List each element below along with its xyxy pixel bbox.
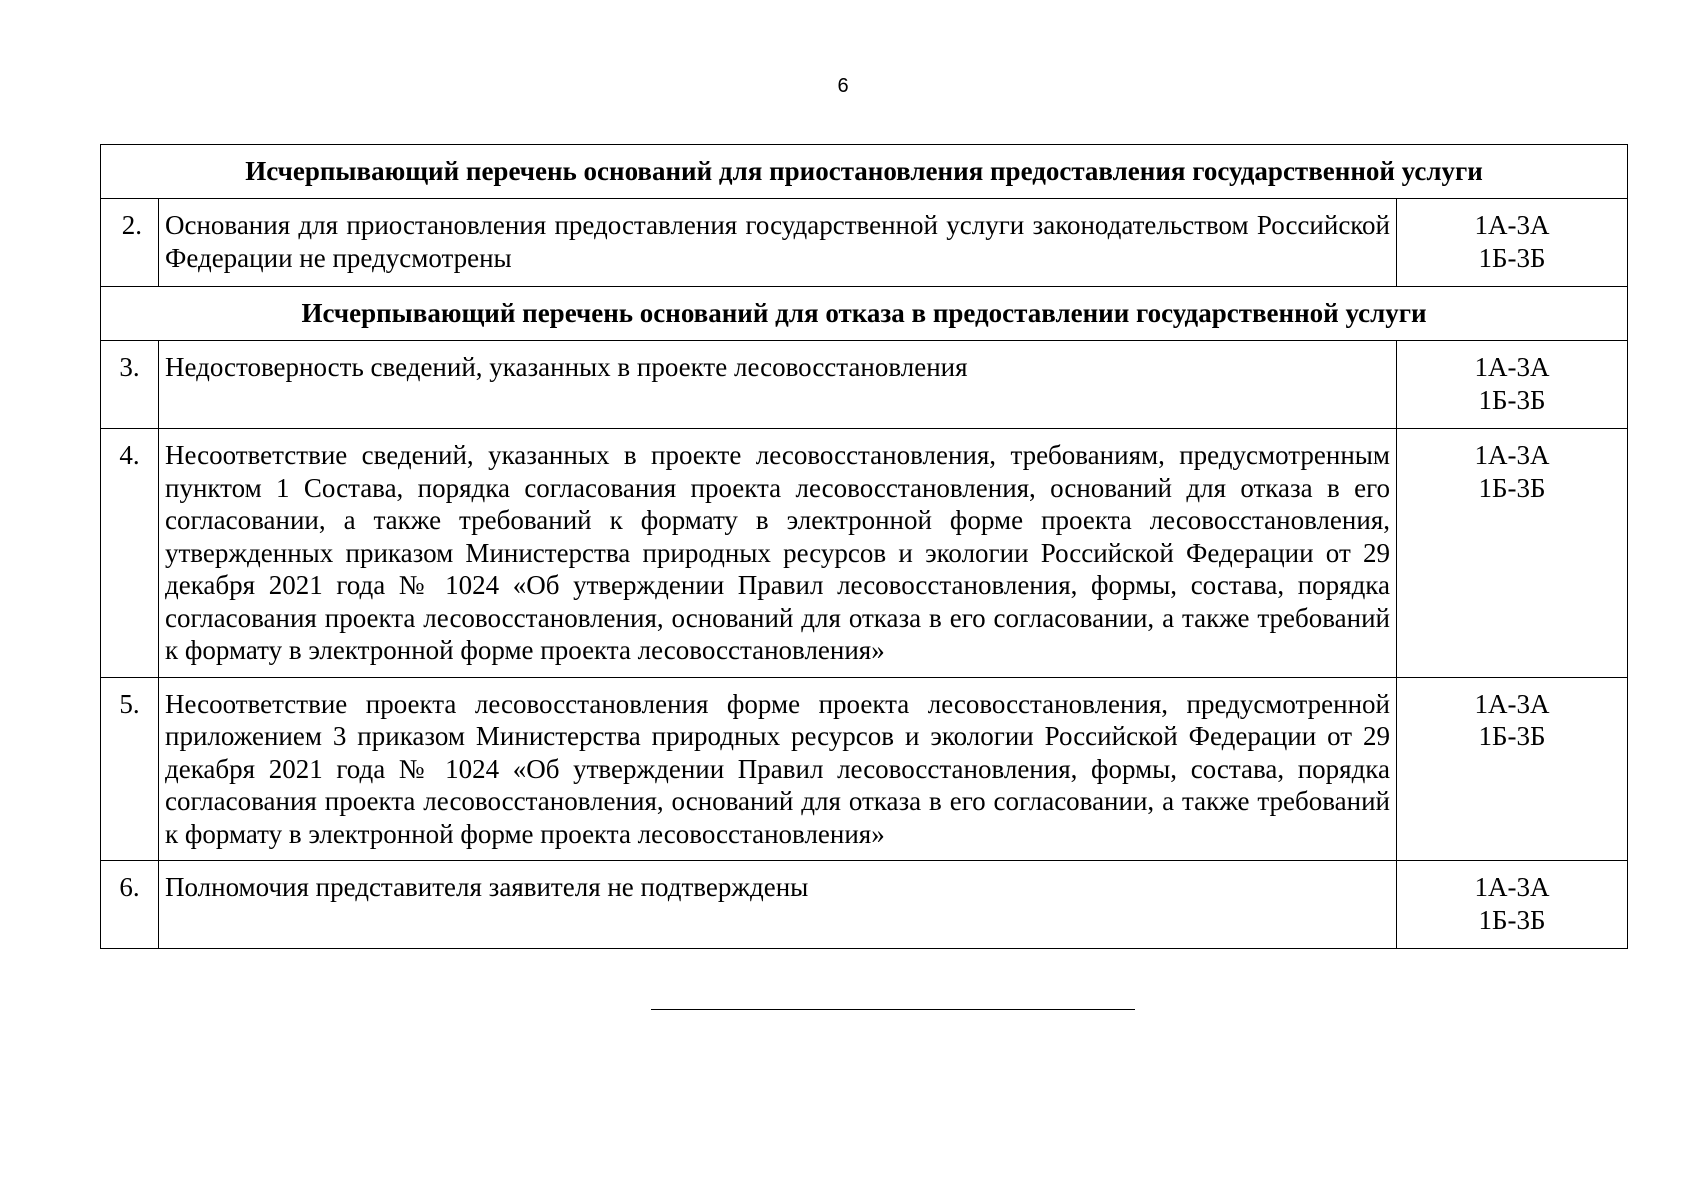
row-code-a: 1А-3А [1474, 210, 1550, 240]
row-codes [1397, 199, 1628, 287]
table-row [101, 677, 1628, 861]
row-number: 2. [101, 199, 159, 287]
row-text: Основания для приостановления предоставления государственной услуги законодательством Российской Федерации не предусмотрены [159, 199, 1397, 287]
page-number: 6 [837, 75, 849, 97]
row-codes [1397, 341, 1628, 429]
row-text: Полномочия представителя заявителя не подтверждены [159, 861, 1397, 949]
section-header-row [101, 287, 1628, 341]
section-header-refusal: Исчерпывающий перечень оснований для отказа в предоставлении государственной услуги [101, 287, 1628, 341]
row-code-b: 1Б-3Б [1478, 721, 1546, 751]
row-text: Несоответствие сведений, указанных в проекте лесовосстановления, требованиям, предусмотренным пунктом 1 Состава, порядка согласования проекта лесовосстановления, оснований для отказа в его согласовании, а также требований к формату в электронной форме проекта лесовосстановления, утвержденных приказом Министерства природных ресурсов и экологии Российской Федерации от 29 декабря 2021 года № 1024 «Об утверждении Правил лесовосстановления, формы, состава, порядка согласования проекта лесовосстановления, оснований для отказа в его согласовании, а также требований к формату в электронной форме проекта лесовосстановления» [159, 429, 1397, 678]
row-code-b: 1Б-3Б [1478, 242, 1546, 273]
table-row [101, 341, 1628, 429]
row-number: 5. [101, 677, 159, 861]
closing-divider [651, 1009, 1135, 1010]
table-row [101, 861, 1628, 949]
row-number: 3. [101, 341, 159, 429]
row-code-a: 1А-3А [1474, 872, 1550, 902]
table-row [101, 429, 1628, 678]
grounds-table [100, 144, 1628, 949]
row-codes [1397, 429, 1628, 678]
row-code-a: 1А-3А [1474, 352, 1550, 382]
row-number: 4. [101, 429, 159, 678]
row-code-b: 1Б-3Б [1478, 384, 1546, 415]
section-header-row [101, 145, 1628, 199]
table-row [101, 199, 1628, 287]
row-text: Недостоверность сведений, указанных в проекте лесовосстановления [159, 341, 1397, 429]
row-code-a: 1А-3А [1474, 688, 1550, 719]
row-text: Несоответствие проекта лесовосстановления форме проекта лесовосстановления, предусмотренной приложением 3 приказом Министерства природных ресурсов и экологии Российской Федерации от 29 декабря 2021 года № 1024 «Об утверждении Правил лесовосстановления, формы, состава, порядка согласования проекта лесовосстановления, оснований для отказа в его согласовании, а также требований к формату в электронной форме проекта лесовосстановления» [159, 677, 1397, 861]
row-code-a: 1А-3А [1474, 440, 1550, 470]
section-header-suspension: Исчерпывающий перечень оснований для приостановления предоставления государственной услуги [101, 145, 1628, 199]
row-codes [1397, 861, 1628, 949]
row-codes [1397, 677, 1628, 861]
row-number: 6. [101, 861, 159, 949]
row-code-b: 1Б-3Б [1478, 904, 1546, 935]
row-code-b: 1Б-3Б [1478, 472, 1546, 503]
